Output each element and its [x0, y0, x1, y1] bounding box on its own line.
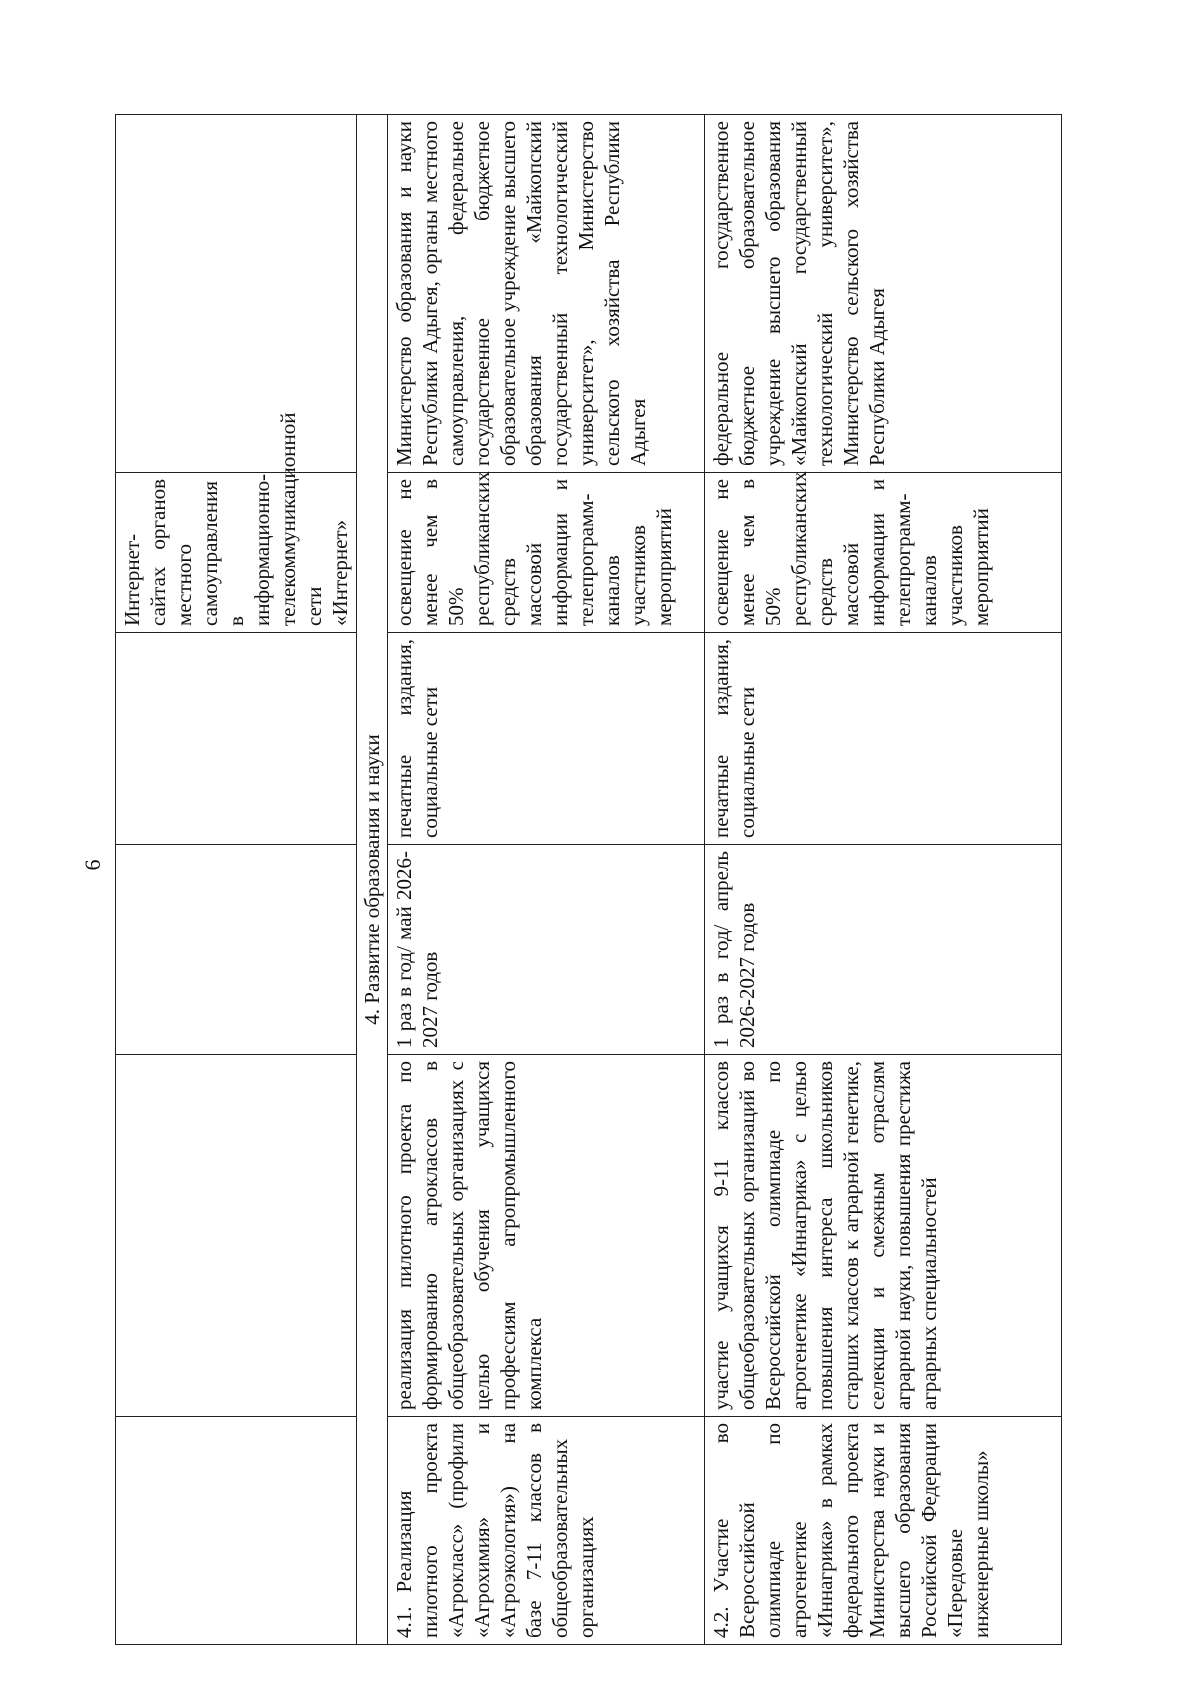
- cell-empty: [116, 633, 357, 845]
- cell-empty: [116, 1055, 357, 1417]
- events-table: [115, 114, 1062, 1645]
- cell-period: 1 раз в год/ апрель 2026-2027 годов: [705, 845, 1062, 1055]
- row-number: 4.2.: [709, 1606, 733, 1638]
- cell-responsible: Министерство образования и науки Республики Адыгея, органы местного самоуправления, федеральное государственное бюджетное образовательное учреждение высшего образования «Майкопский государственный технологический университет», Министерство сельского хозяйства Республики Адыгея: [388, 115, 705, 473]
- cell-empty: [116, 1417, 357, 1645]
- table-row: [705, 115, 1062, 1645]
- table-row: [388, 115, 705, 1645]
- cell-coverage: освещение не менее чем в 50% республиканских средств массовой информации и телепрограмм-каналов участников мероприятий: [388, 473, 705, 633]
- cell-media: печатные издания, социальные сети: [388, 633, 705, 845]
- cell-description: реализация пилотного проекта по формированию агроклассов в общеобразовательных организациях с целью обучения учащихся профессиям агропромышленного комплекса: [388, 1055, 705, 1417]
- rotated-table-container: [115, 115, 1045, 1645]
- row-name: Участие во Всероссийской олимпиаде по агрогенетике «Иннагрика» в рамках федерального проекта Министерства науки и высшего образования Российской Федерации «Передовые инженерные школы»: [709, 1423, 993, 1638]
- cell-coverage-continuation: Интернет-сайтах органов местного самоуправления в информационно-телекоммуникационной сети «Интернет»: [116, 473, 357, 633]
- section-title: 4. Развитие образования и науки: [357, 115, 388, 1645]
- cell-empty: [116, 115, 357, 473]
- cell-description: участие учащихся 9-11 классов общеобразовательных организаций во Всероссийской олимпиаде по агрогенетике «Иннагрика» с целью повышения интереса школьников старших классов к аграрной генетике, селекции и смежным отраслям аграрной науки, повышения престижа аграрных специальностей: [705, 1055, 1062, 1417]
- cell-coverage: освещение не менее чем в 50% республиканских средств массовой информации и телепрограмм-каналов участников мероприятий: [705, 473, 1062, 633]
- section-header-row: [357, 115, 388, 1645]
- cell-responsible: федеральное государственное бюджетное образовательное учреждение высшего образования «Майкопский государственный технологический университет», Министерство сельского хозяйства Республики Адыгея: [705, 115, 1062, 473]
- cell-name: [388, 1417, 705, 1645]
- cell-empty: [116, 845, 357, 1055]
- page-number: 6: [80, 859, 105, 871]
- cell-period: 1 раз в год/ май 2026-2027 годов: [388, 845, 705, 1055]
- row-name: Реализация пилотного проекта «Агрокласс» (профили «Агрохимия» и «Агроэкология») на базе 7-11 классов в общеобразовательных организациях: [392, 1423, 598, 1638]
- row-number: 4.1.: [392, 1606, 416, 1638]
- continuation-row: [116, 115, 357, 1645]
- cell-media: печатные издания, социальные сети: [705, 633, 1062, 845]
- cell-name: [705, 1417, 1062, 1645]
